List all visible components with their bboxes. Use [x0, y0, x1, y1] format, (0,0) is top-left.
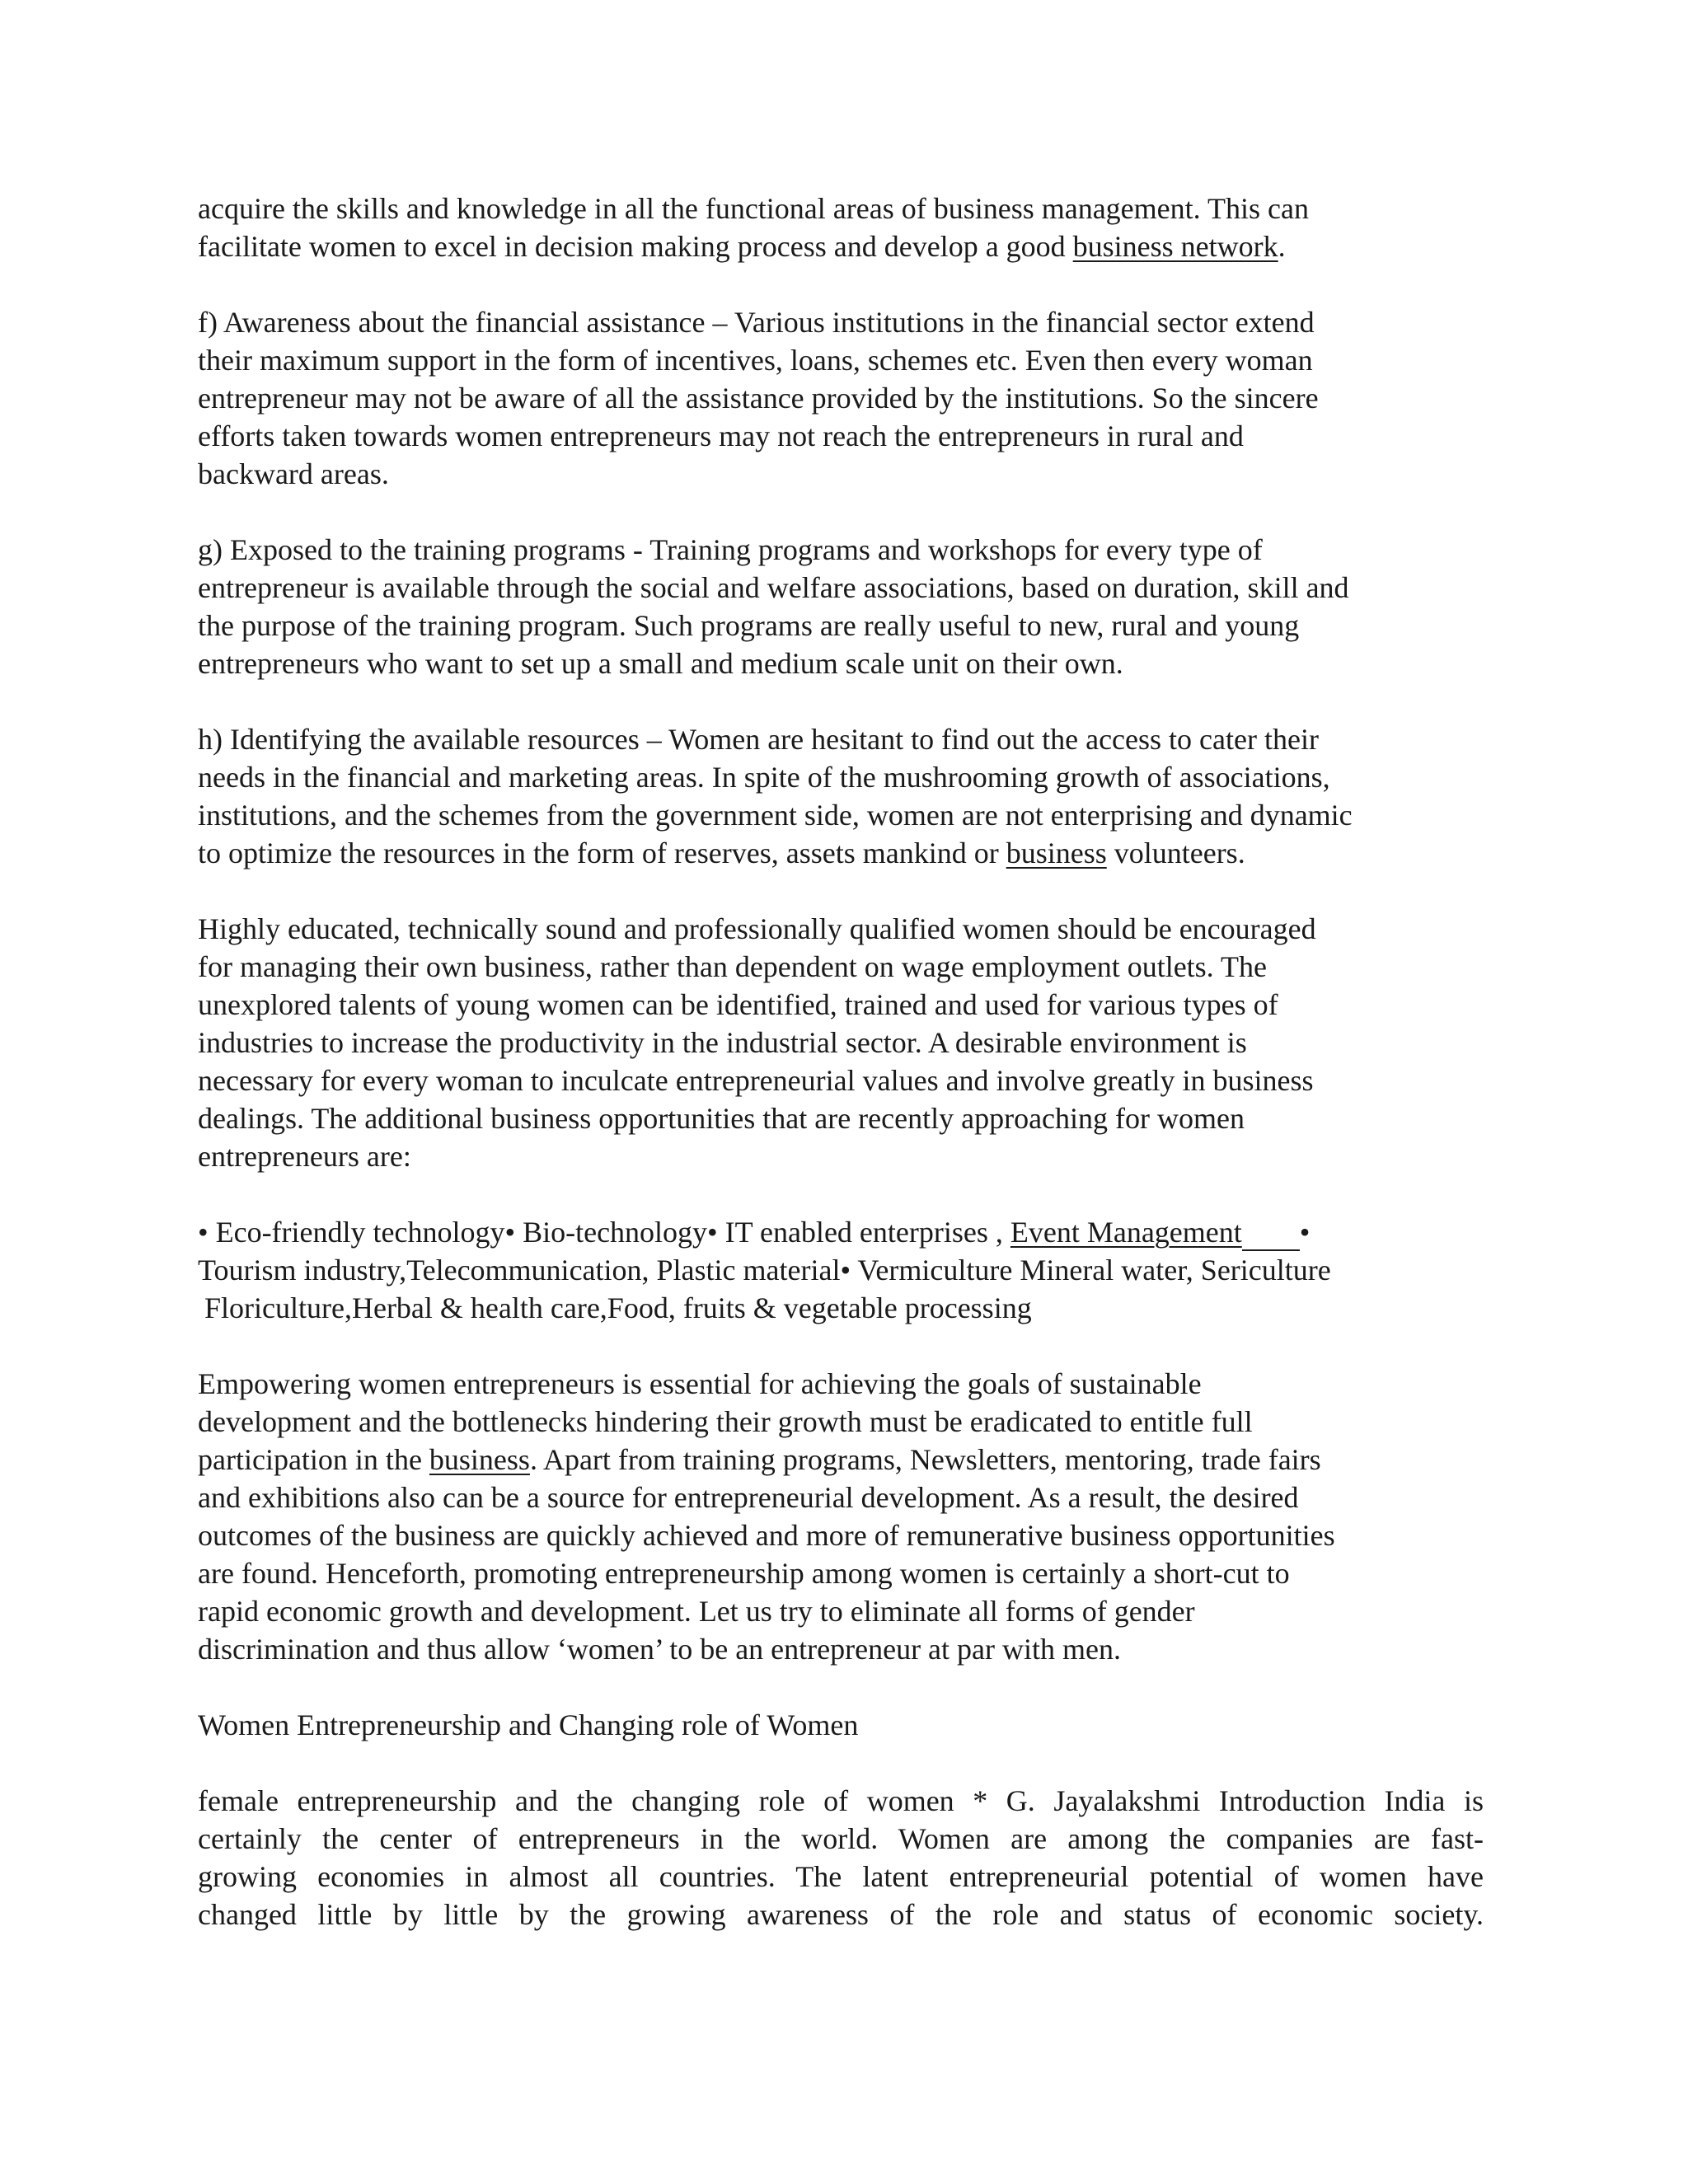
heading-text: Women Entrepreneurship and Changing role of Women [198, 1708, 859, 1741]
text-span: to optimize the resources in the form of reserves, assets mankind or [198, 837, 1006, 869]
text-line: necessary for every woman to inculcate entrepreneurial values and involve greatly in business [198, 1064, 1314, 1097]
text-line: their maximum support in the form of incentives, loans, schemes etc. Even then every woman [198, 344, 1313, 377]
paragraph-training-programs [198, 531, 1484, 682]
business-link[interactable]: business [1006, 837, 1107, 869]
paragraph-empowering [198, 1365, 1484, 1668]
text-line: changed little by little by the growing awareness of the role and status of economic society. [198, 1898, 1484, 1931]
text-line: growing economies in almost all countries. The latent entrepreneurial potential of women have [198, 1860, 1484, 1893]
text-line [198, 834, 1484, 872]
text-span: . [1278, 230, 1286, 263]
text-line: acquire the skills and knowledge in all the functional areas of business management. This can [198, 192, 1309, 225]
text-line: institutions, and the schemes from the government side, women are not enterprising and dynamic [198, 799, 1353, 832]
business-network-link[interactable]: business network [1072, 230, 1278, 263]
text-line: entrepreneurs are: [198, 1140, 411, 1173]
text-line: rapid economic growth and development. Let us try to eliminate all forms of gender [198, 1595, 1195, 1628]
paragraph-skills [198, 190, 1484, 265]
text-line [198, 1441, 1484, 1479]
text-span: facilitate women to excel in decision making process and develop a good [198, 230, 1073, 263]
text-line: outcomes of the business are quickly achieved and more of remunerative business opportunities [198, 1519, 1335, 1552]
paragraph-opportunities-list [198, 1213, 1484, 1327]
event-management-link[interactable]: Event Management [1010, 1216, 1242, 1249]
text-span: • [1299, 1216, 1311, 1249]
text-line: female entrepreneurship and the changing role of women * G. Jayalakshmi Introduction India is [198, 1784, 1484, 1817]
text-line: dealings. The additional business opportunities that are recently approaching for women [198, 1102, 1245, 1135]
text-line [198, 1213, 1484, 1251]
text-line: h) Identifying the available resources – Women are hesitant to find out the access to cater their [198, 723, 1319, 756]
text-line: Tourism industry,Telecommunication, Plastic material• Vermiculture Mineral water, Sericulture [198, 1254, 1331, 1286]
blank-underline [1242, 1221, 1300, 1251]
text-span: . Apart from training programs, Newsletters, mentoring, trade fairs [529, 1443, 1321, 1476]
paragraph-resources [198, 720, 1484, 872]
text-line: f) Awareness about the financial assistance – Various institutions in the financial sector extend [198, 306, 1315, 339]
text-line: Empowering women entrepreneurs is essential for achieving the goals of sustainable [198, 1367, 1202, 1400]
document-page [198, 190, 1484, 1933]
paragraph-introduction [198, 1782, 1484, 1933]
text-span: participation in the [198, 1443, 429, 1476]
text-line: Floriculture,Herbal & health care,Food, fruits & vegetable processing [204, 1291, 1032, 1324]
text-line: discrimination and thus allow ‘women’ to be an entrepreneur at par with men. [198, 1633, 1121, 1666]
text-line: the purpose of the training program. Such programs are really useful to new, rural and young [198, 609, 1300, 642]
text-line: certainly the center of entrepreneurs in the world. Women are among the companies are fast- [198, 1822, 1484, 1855]
text-line: industries to increase the productivity in the industrial sector. A desirable environment is [198, 1026, 1247, 1059]
text-line: Highly educated, technically sound and professionally qualified women should be encouraged [198, 912, 1316, 945]
text-line [198, 227, 1484, 265]
text-span: • Eco-friendly technology• Bio-technology• IT enabled enterprises , [198, 1216, 1010, 1249]
paragraph-educated-women [198, 910, 1484, 1175]
text-line: are found. Henceforth, promoting entrepreneurship among women is certainly a short-cut to [198, 1557, 1290, 1590]
text-line: entrepreneur is available through the social and welfare associations, based on duration, skill and [198, 571, 1349, 604]
text-line: efforts taken towards women entrepreneurs may not reach the entrepreneurs in rural and [198, 419, 1244, 452]
text-line: unexplored talents of young women can be identified, trained and used for various types of [198, 988, 1278, 1021]
text-line: backward areas. [198, 457, 389, 490]
text-line: development and the bottlenecks hindering their growth must be eradicated to entitle full [198, 1405, 1253, 1438]
text-line: for managing their own business, rather than dependent on wage employment outlets. The [198, 950, 1268, 983]
text-span: volunteers. [1106, 837, 1245, 869]
text-line: g) Exposed to the training programs - Training programs and workshops for every type of [198, 533, 1263, 566]
text-line: needs in the financial and marketing areas. In spite of the mushrooming growth of associations, [198, 761, 1330, 794]
business-link[interactable]: business [429, 1443, 530, 1476]
text-line: entrepreneurs who want to set up a small and medium scale unit on their own. [198, 647, 1123, 680]
text-line: entrepreneur may not be aware of all the assistance provided by the institutions. So the sincere [198, 382, 1319, 415]
paragraph-financial-assistance [198, 303, 1484, 493]
section-heading [198, 1706, 1484, 1744]
text-line: and exhibitions also can be a source for entrepreneurial development. As a result, the desired [198, 1481, 1299, 1514]
